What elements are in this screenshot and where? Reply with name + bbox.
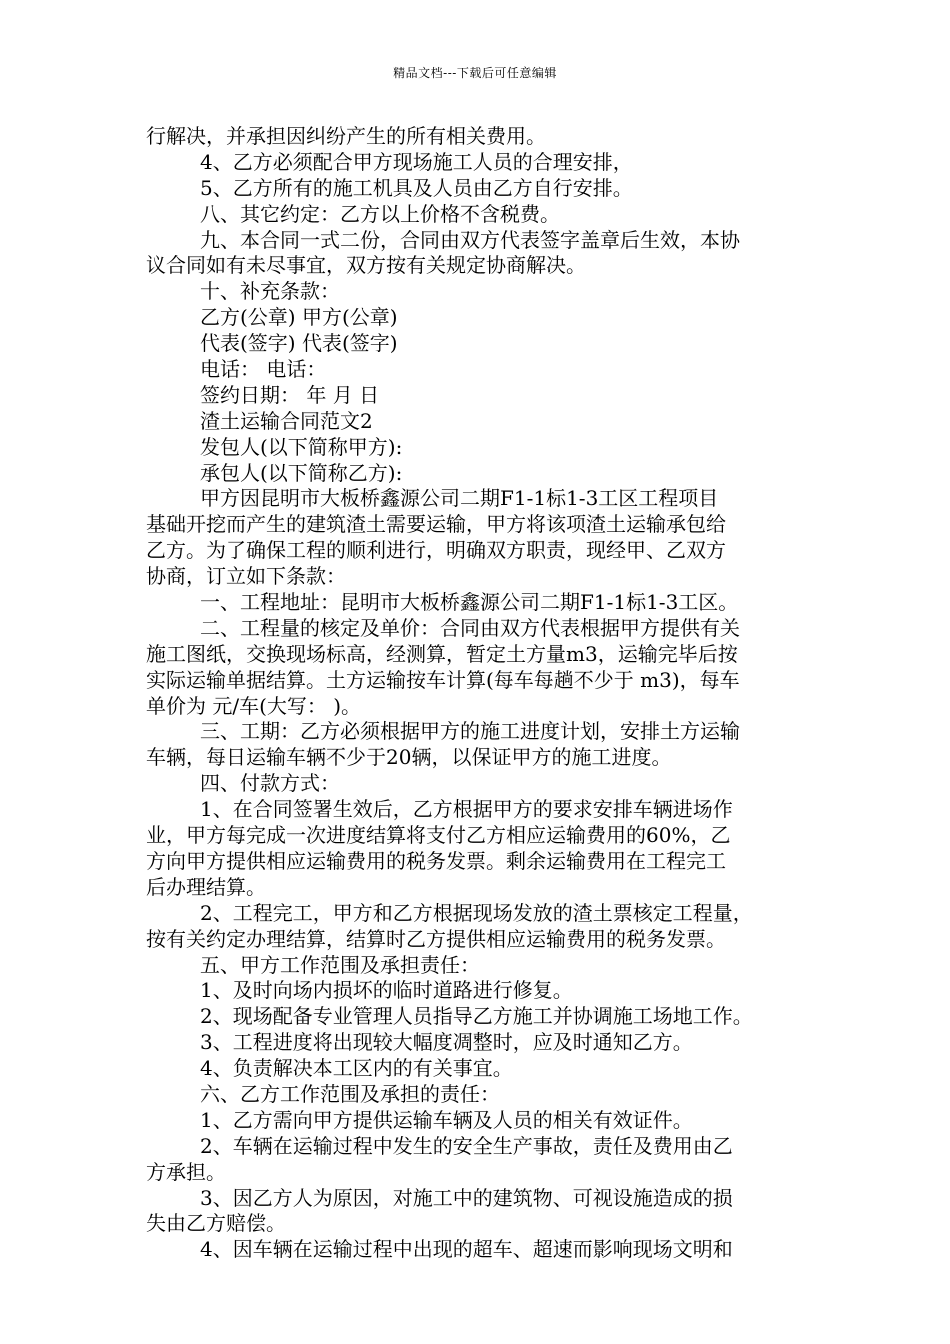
- text-line: 基础开挖而产生的建筑渣土需要运输，甲方将该项渣土运输承包给: [146, 512, 726, 537]
- text-line: 乙方。为了确保工程的顺利进行，明确双方职责，现经甲、乙双方: [146, 538, 726, 563]
- text-line: 1、在合同签署生效后，乙方根据甲方的要求安排车辆进场作: [200, 797, 733, 822]
- text-line: 九、本合同一式二份，合同由双方代表签字盖章后生效，本协: [200, 227, 740, 252]
- text-line: 乙方(公章) 甲方(公章): [200, 305, 398, 330]
- text-line: 代表(签字) 代表(签字): [200, 331, 398, 356]
- text-line: 2、工程完工，甲方和乙方根据现场发放的渣土票核定工程量，: [200, 900, 753, 925]
- text-line: 甲方因昆明市大板桥鑫源公司二期F1-1标1-3工区工程项目: [200, 486, 719, 511]
- text-line: 五、甲方工作范围及承担责任：: [200, 952, 480, 977]
- text-line: 电话： 电话：: [200, 357, 327, 382]
- text-line: 2、车辆在运输过程中发生的安全生产事故，责任及费用由乙: [200, 1133, 733, 1158]
- text-line: 4、因车辆在运输过程中出现的超车、超速而影响现场文明和: [200, 1237, 733, 1262]
- text-line: 实际运输单据结算。土方运输按车计算(每车每趟不少于 m3)，每车: [146, 667, 740, 692]
- text-line: 3、工程进度将出现较大幅度凋整时，应及时通知乙方。: [200, 1030, 693, 1055]
- text-line: 3、因乙方人为原因，对施工中的建筑物、可视设施造成的损: [200, 1185, 733, 1210]
- text-line: 六、乙方工作范围及承担的责任：: [200, 1081, 500, 1106]
- text-line: 十、补充条款：: [200, 279, 340, 304]
- text-line: 后办理结算。: [146, 874, 266, 899]
- text-line: 1、及时向场内损坏的临时道路进行修复。: [200, 978, 573, 1003]
- text-line: 单价为 元/车(大写： )。: [146, 693, 362, 718]
- text-line: 2、现场配备专业管理人员指导乙方施工并协调施工场地工作。: [200, 1004, 753, 1029]
- text-line: 三、工期：乙方必须根据甲方的施工进度计划，安排土方运输: [200, 719, 740, 744]
- text-line: 4、乙方必须配合甲方现场施工人员的合理安排，: [200, 149, 633, 174]
- document-body: [146, 124, 810, 1263]
- text-line: 方承担。: [146, 1159, 226, 1184]
- text-line: 行解决，并承担因纠纷产生的所有相关费用。: [146, 124, 546, 148]
- text-line: 车辆，每日运输车辆不少于20辆，以保证甲方的施工进度。: [146, 745, 672, 770]
- text-line: 签约日期： 年 月 日: [200, 382, 380, 407]
- text-line: 渣土运输合同范文2: [200, 408, 373, 433]
- text-line: 二、工程量的核定及单价：合同由双方代表根据甲方提供有关: [200, 615, 740, 640]
- text-line: 八、其它约定：乙方以上价格不含税费。: [200, 201, 560, 226]
- text-line: 按有关约定办理结算，结算时乙方提供相应运输费用的税务发票。: [146, 926, 726, 951]
- text-line: 承包人(以下简称乙方):: [200, 460, 403, 485]
- text-line: 5、乙方所有的施工机具及人员由乙方自行安排。: [200, 175, 633, 200]
- text-line: 4、负责解决本工区内的有关事宜。: [200, 1056, 513, 1081]
- text-line: 四、付款方式：: [200, 771, 340, 796]
- text-line: 失由乙方赔偿。: [146, 1211, 286, 1236]
- text-line: 1、乙方需向甲方提供运输车辆及人员的相关有效证件。: [200, 1107, 693, 1132]
- text-line: 发包人(以下简称甲方):: [200, 434, 403, 459]
- text-line: 议合同如有未尽事宜，双方按有关规定协商解决。: [146, 253, 586, 278]
- text-line: 协商，订立如下条款：: [146, 564, 346, 589]
- text-line: 一、工程地址：昆明市大板桥鑫源公司二期F1-1标1-3工区。: [200, 590, 739, 615]
- text-line: 业，甲方每完成一次进度结算将支付乙方相应运输费用的60%，乙: [146, 823, 731, 848]
- page-header: 精品文档---下载后可任意编辑: [393, 66, 557, 80]
- text-line: 方向甲方提供相应运输费用的税务发票。剩余运输费用在工程完工: [146, 848, 726, 873]
- text-line: 施工图纸，交换现场标高，经测算，暂定土方量m3，运输完毕后按: [146, 641, 738, 666]
